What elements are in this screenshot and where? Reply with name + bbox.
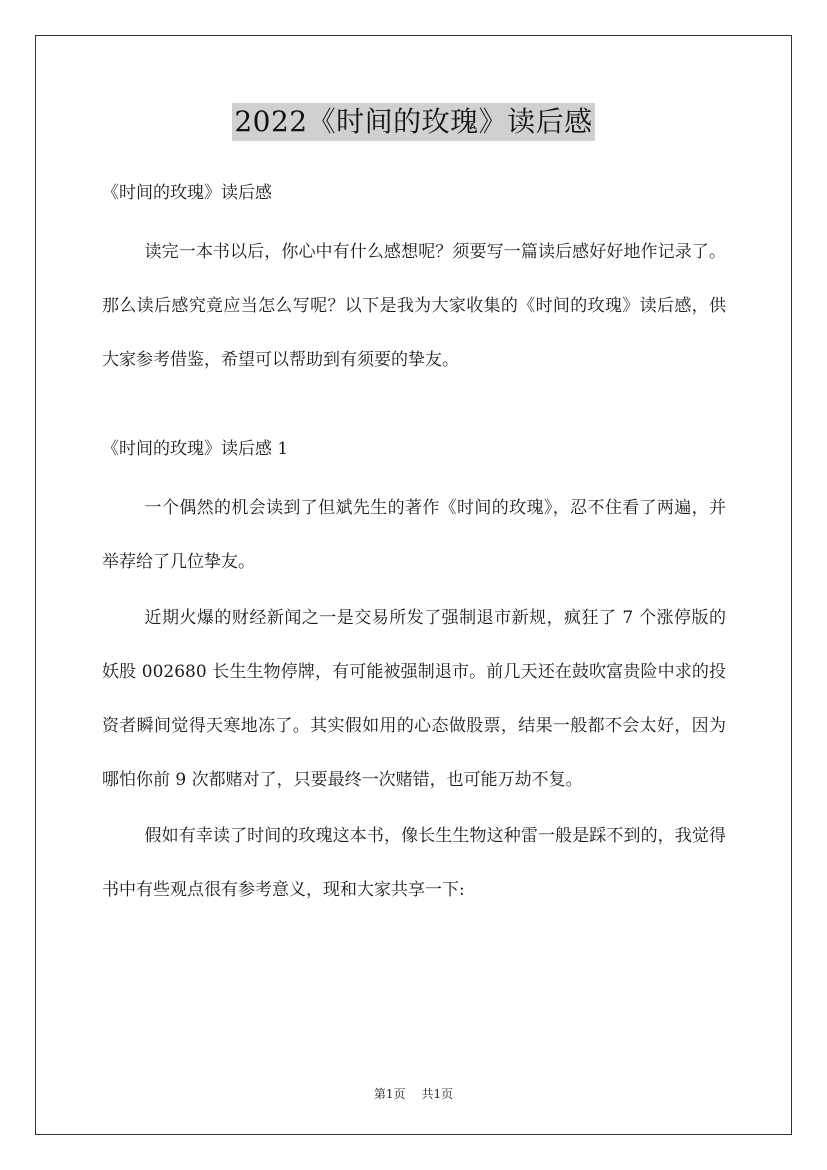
document-body [102,175,726,917]
section-heading: 《时间的玫瑰》读后感 1 [102,439,289,459]
section-paragraph: 一个偶然的机会读到了但斌先生的著作《时间的玫瑰》，忍不住看了两遍，并举荐给了几位挚友。 [102,498,726,572]
intro-paragraph: 读完一本书以后，你心中有什么感想呢？须要写一篇读后感好好地作记录了。那么读后感究竟应当怎么写呢？以下是我为大家收集的《时间的玫瑰》读后感，供大家参考借鉴，希望可以帮助到有须要的挚友。 [102,242,726,370]
page-number: 第1页 [373,1087,406,1101]
intro-heading: 《时间的玫瑰》读后感 [102,183,272,203]
title-container [0,103,827,141]
section-paragraph: 近期火爆的财经新闻之一是交易所发了强制退市新规，疯狂了 7 个涨停版的妖股 002680 长生生物停牌，有可能被强制退市。前几天还在鼓吹富贵险中求的投资者瞬间觉得天寒地冻了。其实假如用的心态做股票，结果一般都不会太好，因为哪怕你前 9 次都赌对了，只要最终一次赌错，也可能万劫不复。 [102,608,726,790]
document-title: 2022《时间的玫瑰》读后感 [232,103,594,141]
page-footer [0,1085,827,1102]
page-total: 共1页 [421,1087,454,1101]
section-paragraph: 假如有幸读了时间的玫瑰这本书，像长生生物这种雷一般是踩不到的，我觉得书中有些观点很有参考意义，现和大家共享一下: [102,826,726,900]
